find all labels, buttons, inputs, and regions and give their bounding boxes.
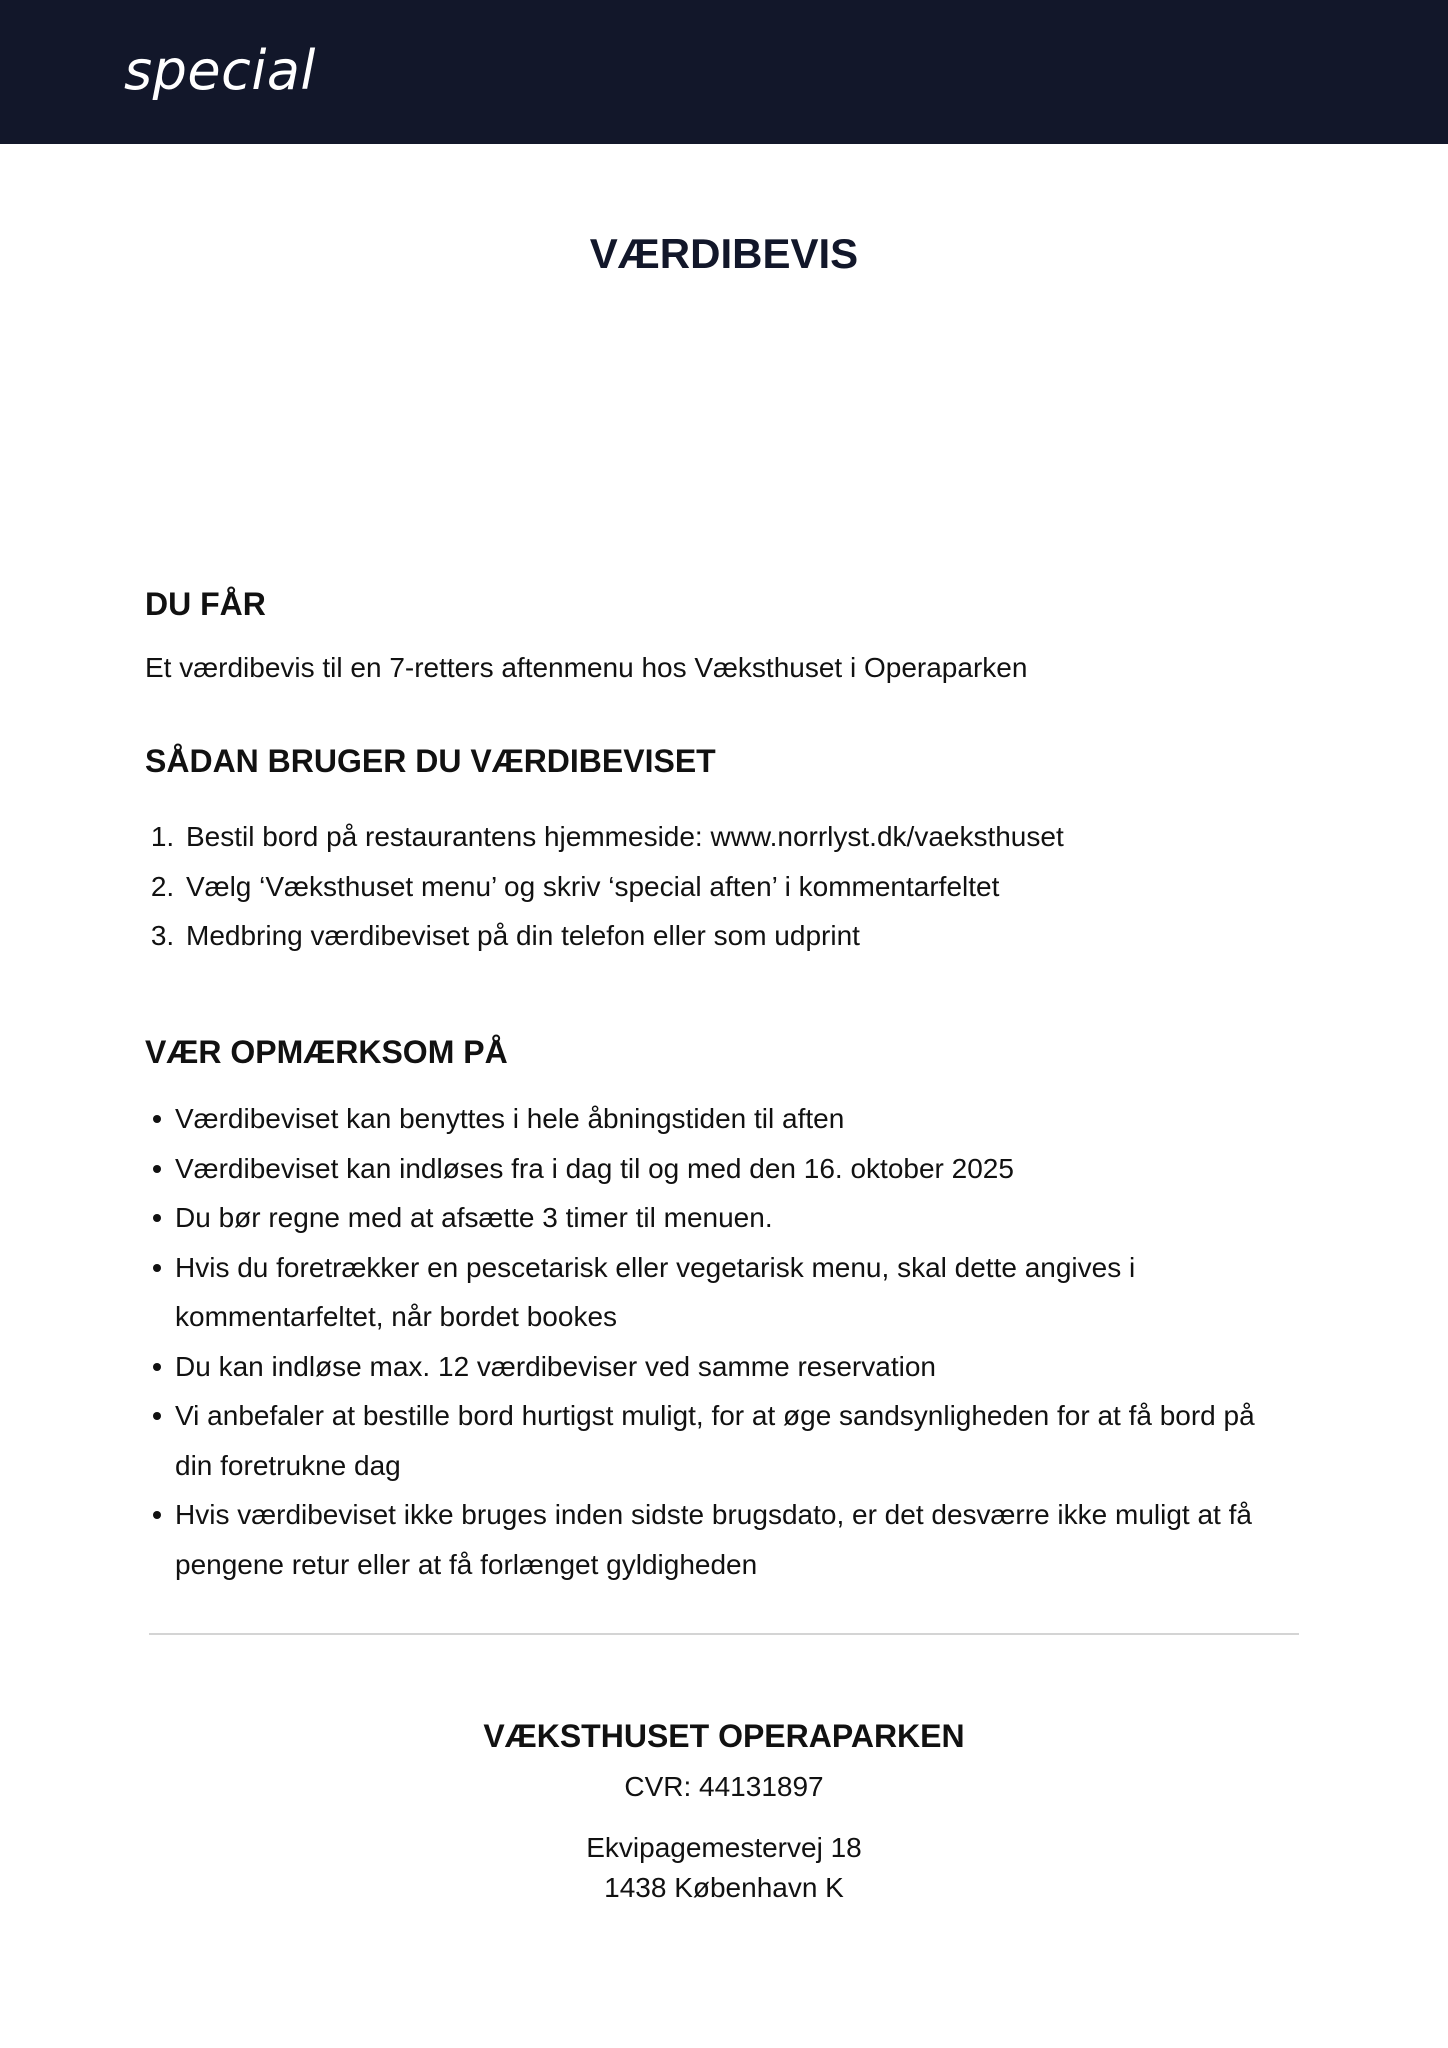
business-cvr: CVR: 44131897 [624,1771,824,1802]
note-item: Hvis du foretrækker en pescetarisk eller vegetarisk menu, skal dette angives i kommentarfeltet, når bordet bookes [175,1243,1275,1342]
page-header [0,0,1448,144]
page-title: VÆRDIBEVIS [589,230,859,277]
du-faar-heading: DU FÅR [145,586,266,622]
brand-logo: special [124,39,316,102]
business-street: Ekvipagemestervej 18 [586,1832,862,1863]
notes-list [145,1094,1275,1589]
note-item: Du kan indløse max. 12 værdibeviser ved samme reservation [175,1342,1275,1392]
note-item: Du bør regne med at afsætte 3 timer til menuen. [175,1193,1275,1243]
section-divider [149,1633,1299,1635]
business-name: VÆKSTHUSET OPERAPARKEN [483,1718,965,1754]
usage-steps-list [145,812,1064,961]
note-item: Hvis værdibeviset ikke bruges inden sidste brugsdato, er det desværre ikke muligt at få pengene retur eller at få forlænget gyldigheden [175,1490,1275,1589]
note-item: Værdibeviset kan benyttes i hele åbningstiden til aften [175,1094,1275,1144]
business-city: 1438 København K [604,1872,844,1903]
notes-heading: VÆR OPMÆRKSOM PÅ [145,1034,508,1070]
note-item: Værdibeviset kan indløses fra i dag til og med den 16. oktober 2025 [175,1144,1275,1194]
usage-step: 3. Medbring værdibeviset på din telefon eller som udprint [182,911,1064,961]
du-faar-text: Et værdibevis til en 7-retters aftenmenu hos Væksthuset i Operaparken [145,652,1028,683]
usage-step: 1. Bestil bord på restaurantens hjemmeside: www.norrlyst.dk/vaeksthuset [182,812,1064,862]
note-item: Vi anbefaler at bestille bord hurtigst muligt, for at øge sandsynligheden for at få bord på din foretrukne dag [175,1391,1275,1490]
usage-step: 2. Vælg ‘Væksthuset menu’ og skriv ‘special aften’ i kommentarfeltet [182,862,1064,912]
usage-heading: SÅDAN BRUGER DU VÆRDIBEVISET [145,743,716,779]
